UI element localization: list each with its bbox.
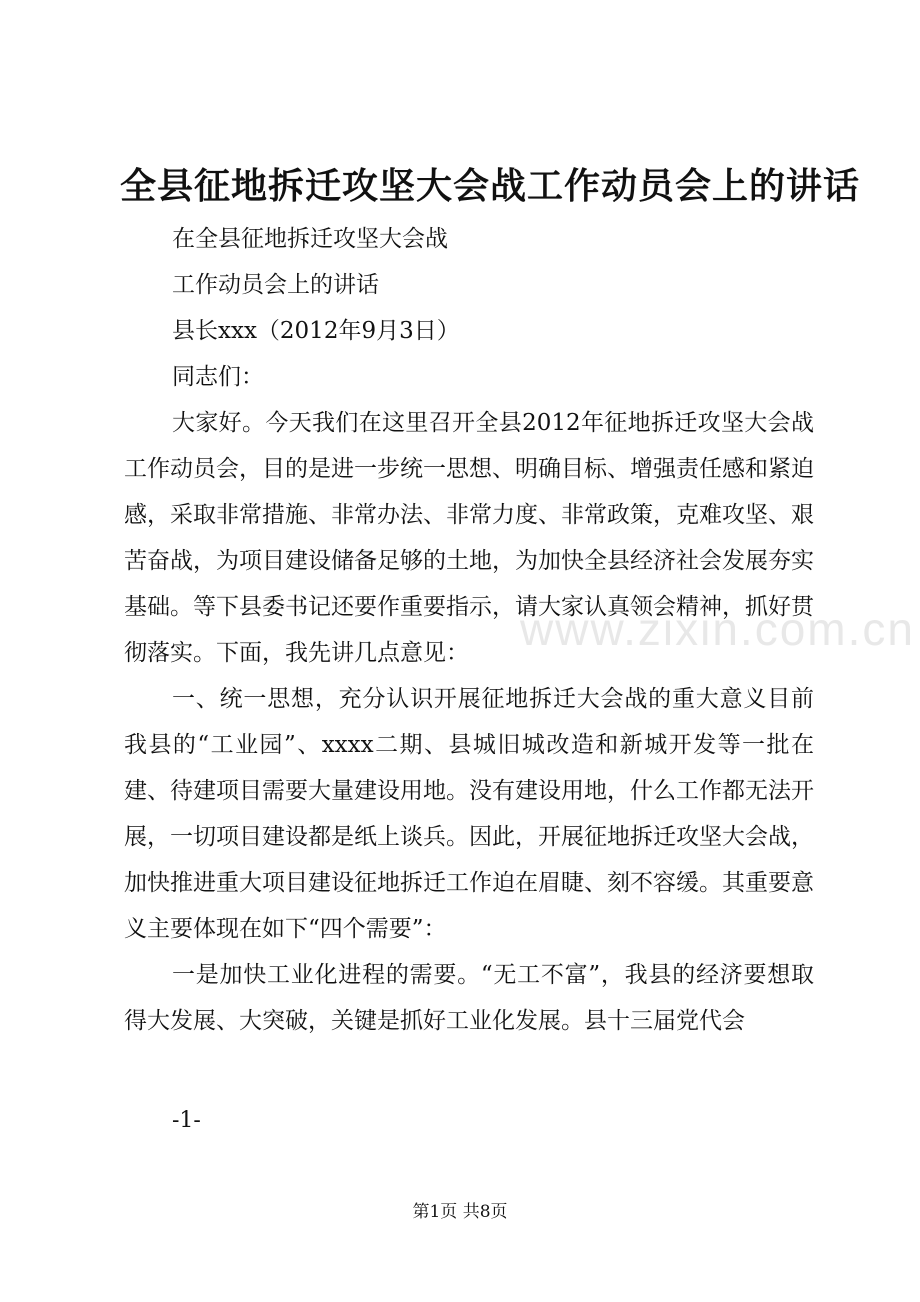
watermark: www.zixin.com.cn bbox=[520, 603, 915, 655]
document-body bbox=[124, 216, 814, 1044]
subtitle-line-2: 工作动员会上的讲话 bbox=[172, 272, 379, 298]
paragraph-point-1: 一是加快工业化进程的需要。“无工不富”，我县的经济要想取得大发展、大突破，关键是抓好工业化发展。县十三届党代会 bbox=[124, 962, 814, 1034]
paragraph-intro: 大家好。今天我们在这里召开全县2012年征地拆迁攻坚大会战工作动员会，目的是进一步统一思想、明确目标、增强责任感和紧迫感，采取非常措施、非常办法、非常力度、非常政策，克难攻坚、艰苦奋战，为项目建设储备足够的土地，为加快全县经济社会发展夯实基础。等下县委书记还要作重要指示，请大家认真领会精神，抓好贯彻落实。下面，我先讲几点意见： bbox=[124, 410, 814, 666]
paragraph-section-1: 一、统一思想，充分认识开展征地拆迁大会战的重大意义目前我县的“工业园”、xxxx二期、县城旧城改造和新城开发等一批在建、待建项目需要大量建设用地。没有建设用地，什么工作都无法开展，一切项目建设都是纸上谈兵。因此，开展征地拆迁攻坚大会战，加快推进重大项目建设征地拆迁工作迫在眉睫、刻不容缓。其重要意义主要体现在如下“四个需要”： bbox=[124, 686, 814, 942]
subtitle-line-1: 在全县征地拆迁攻坚大会战 bbox=[172, 226, 448, 252]
speaker-line: 县长xxx（2012年9月3日） bbox=[172, 318, 460, 344]
salutation: 同志们： bbox=[172, 364, 264, 390]
document-title: 全县征地拆迁攻坚大会战工作动员会上的讲话 bbox=[120, 165, 861, 207]
page-footer: 第1页 共8页 bbox=[412, 1202, 508, 1222]
page-marker: -1- bbox=[172, 1108, 201, 1133]
